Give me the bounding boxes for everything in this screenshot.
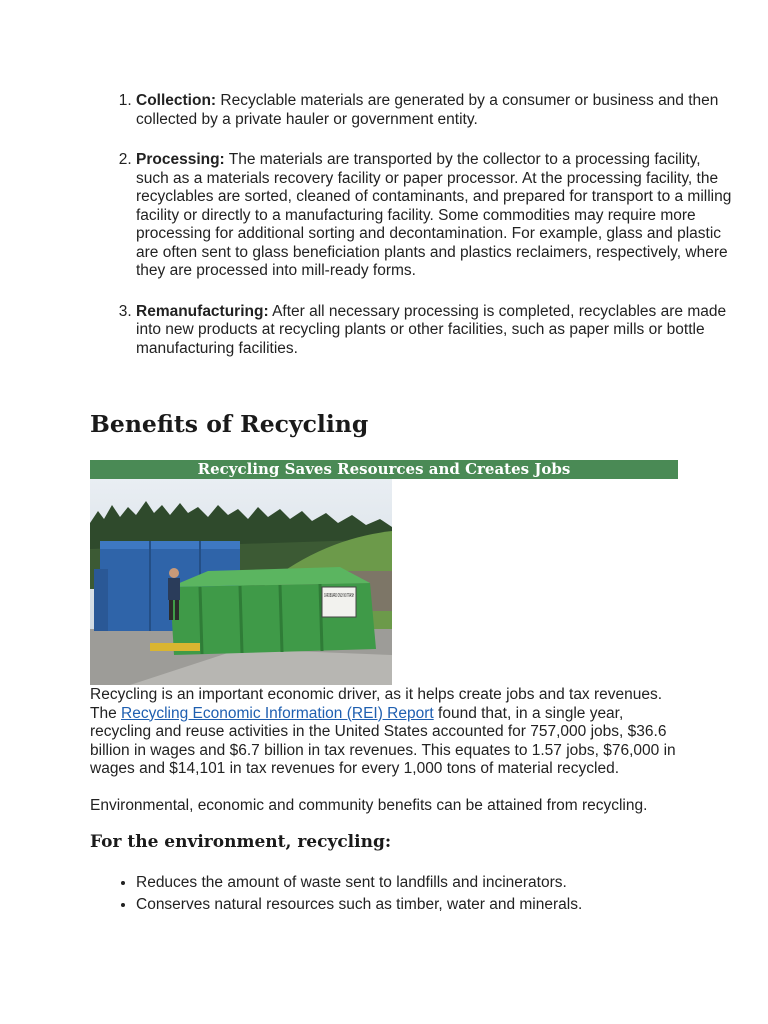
step-processing: [136, 151, 736, 281]
step-collection: [136, 92, 736, 129]
cardboard-sign-text: CARDBOARD ONLY NO TRASH: [324, 593, 355, 599]
step-text: The materials are transported by the collector to a processing facility, such as a materials recovery facility or paper processor. At the processing facility, the recyclables are sorted, cleaned of contaminants, and prepared for transport to a milling facility or directly to a manufacturing facility. Some commodities may require more processing for additional sorting and decontamination. For example, glass and plastic are often sent to glass beneficiation plants and plastics reclaimers, respectively, where they are processed into mill-ready forms.: [136, 151, 732, 279]
rei-report-link[interactable]: Recycling Economic Information (REI) Report: [121, 704, 434, 722]
process-steps-list: [90, 92, 736, 380]
step-remanufacturing: [136, 303, 736, 359]
cardboard-sign: [324, 593, 354, 599]
list-item: • Reduces the amount of waste sent to landfills and incinerators.: [136, 872, 736, 894]
step-term: Collection:: [136, 92, 217, 109]
step-term: Processing:: [136, 151, 225, 168]
economic-driver-paragraph: [90, 686, 680, 779]
banner-title: Recycling Saves Resources and Creates Jobs: [90, 460, 678, 479]
environment-heading: For the environment, recycling:: [90, 832, 392, 852]
step-text: After all necessary processing is completed, recyclables are made into new products at recycling plants or other facilities, such as paper mills or bottle manufacturing facilities.: [136, 302, 727, 357]
step-term: Remanufacturing:: [136, 302, 269, 320]
list-item: • Conserves natural resources such as timber, water and minerals.: [136, 894, 736, 916]
recycling-dumpster-photo: [90, 479, 392, 685]
paragraph-text-after: found that, in a single year, recycling and reuse activities in the United States accounted for 757,000 jobs, $36.6 billion in wages and $6.7 billion in tax revenues. This equates to 1.57 jobs, $76,000 in wages and $14,101 in tax revenues for every 1,000 tons of material recycled.: [90, 704, 676, 777]
benefits-intro-paragraph: Environmental, economic and community benefits can be attained from recycling.: [90, 797, 648, 814]
step-text: Recyclable materials are generated by a consumer or business and then collected by a private hauler or government entity.: [136, 92, 719, 128]
environment-bullet-list: [90, 872, 736, 916]
paragraph-text-before: Recycling is an important economic driver, as it helps create jobs and tax revenues. The: [90, 686, 663, 722]
section-title: Benefits of Recycling: [90, 410, 369, 438]
